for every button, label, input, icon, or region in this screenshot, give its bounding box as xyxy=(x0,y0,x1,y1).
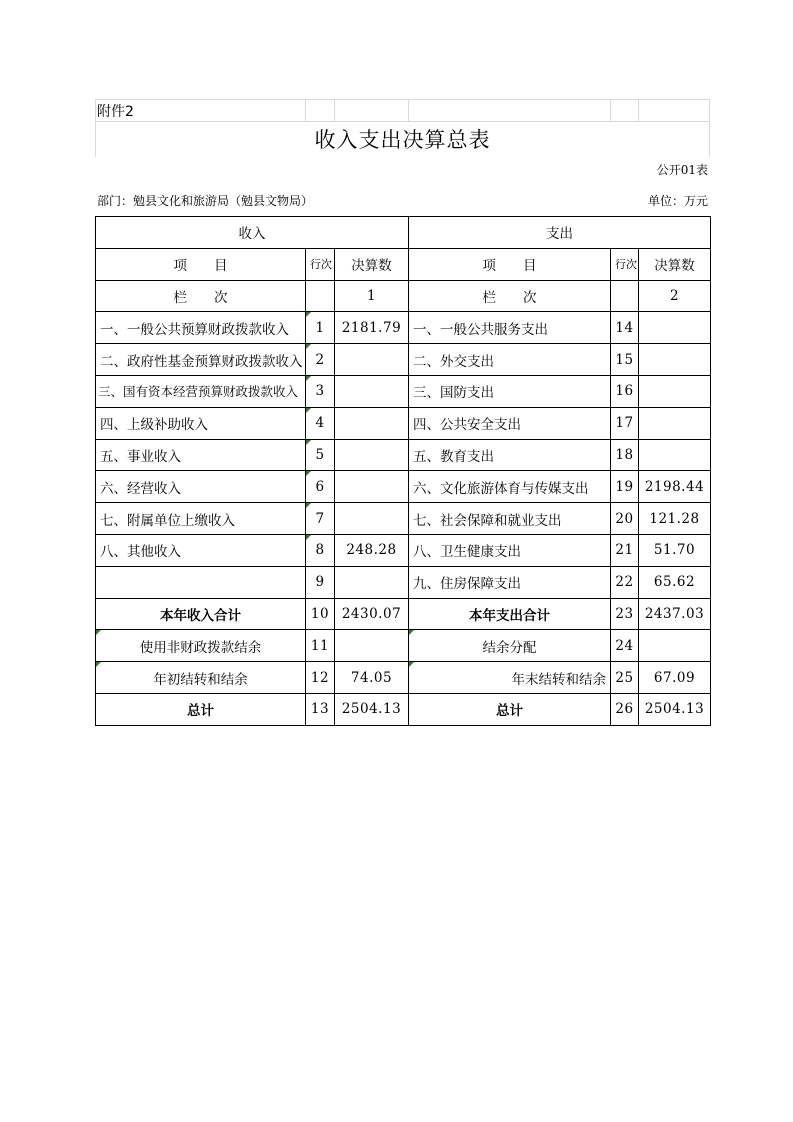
expense-row-no: 23 xyxy=(611,598,639,630)
income-expense-table xyxy=(95,216,711,726)
income-carry-amount: 74.05 xyxy=(335,662,409,694)
income-index-label: 栏 次 xyxy=(96,280,306,312)
income-grand-total-amount: 2504.13 xyxy=(335,693,409,725)
expense-header: 支出 xyxy=(409,217,711,249)
income-year-total-label: 本年收入合计 xyxy=(96,598,306,630)
income-amount xyxy=(335,439,409,471)
expense-amount: 65.62 xyxy=(639,566,711,598)
column-header-row xyxy=(96,248,711,280)
expense-row-no: 24 xyxy=(611,630,639,662)
income-item: 四、上级补助收入 xyxy=(96,407,306,439)
expense-grand-total-amount: 2504.13 xyxy=(639,693,711,725)
income-amount xyxy=(335,344,409,376)
expense-amount xyxy=(639,407,711,439)
grand-total-row xyxy=(96,693,711,725)
grid-line xyxy=(334,99,335,121)
income-row-no: 12 xyxy=(306,662,335,694)
table-row xyxy=(96,375,711,407)
income-row-no: 1 xyxy=(306,312,335,344)
expense-column-number: 2 xyxy=(639,280,711,312)
grid-line xyxy=(638,99,639,121)
grid-line xyxy=(305,99,306,121)
grid-line xyxy=(95,121,710,122)
table-row xyxy=(96,534,711,566)
income-amount: 248.28 xyxy=(335,534,409,566)
income-amount xyxy=(335,503,409,535)
income-row-no: 11 xyxy=(306,630,335,662)
form-number: 公开01表 xyxy=(656,163,708,177)
expense-item: 一、一般公共服务支出 xyxy=(409,312,611,344)
income-non-fiscal-amount xyxy=(335,630,409,662)
page-title: 收入支出决算总表 xyxy=(314,128,491,152)
income-row-no: 2 xyxy=(306,344,335,376)
table-row xyxy=(96,566,711,598)
expense-item: 六、文化旅游体育与传媒支出 xyxy=(409,471,611,503)
expense-row-no: 18 xyxy=(611,439,639,471)
income-grand-total-label: 总计 xyxy=(96,693,306,725)
income-amount: 2181.79 xyxy=(335,312,409,344)
expense-carry-amount: 67.09 xyxy=(639,662,711,694)
grid-line xyxy=(95,99,710,100)
income-item: 五、事业收入 xyxy=(96,439,306,471)
expense-row-no: 20 xyxy=(611,503,639,535)
expense-amount-header: 决算数 xyxy=(639,248,711,280)
expense-amount: 51.70 xyxy=(639,534,711,566)
expense-index-label: 栏 次 xyxy=(409,280,611,312)
table-row xyxy=(96,439,711,471)
income-index-blank xyxy=(306,280,335,312)
expense-amount xyxy=(639,375,711,407)
income-column-number: 1 xyxy=(335,280,409,312)
table-row xyxy=(96,312,711,344)
expense-distribution-label: 结余分配 xyxy=(409,630,611,662)
income-amount-header: 决算数 xyxy=(335,248,409,280)
table-row xyxy=(96,344,711,376)
income-row-no: 8 xyxy=(306,534,335,566)
expense-row-no: 25 xyxy=(611,662,639,694)
expense-amount xyxy=(639,439,711,471)
income-row-no: 7 xyxy=(306,503,335,535)
department-label: 部门：勉县文化和旅游局（勉县文物局） xyxy=(97,194,314,208)
expense-row-no: 22 xyxy=(611,566,639,598)
expense-distribution-amount xyxy=(639,630,711,662)
income-row-no: 10 xyxy=(306,598,335,630)
table-header-row xyxy=(96,217,711,249)
income-item-header: 项 目 xyxy=(96,248,306,280)
income-row-no: 5 xyxy=(306,439,335,471)
carry-over-row xyxy=(96,662,711,694)
table-row xyxy=(96,503,711,535)
column-index-row xyxy=(96,280,711,312)
income-row-header: 行次 xyxy=(306,248,335,280)
income-header: 收入 xyxy=(96,217,409,249)
expense-row-no: 26 xyxy=(611,693,639,725)
grid-line xyxy=(610,99,611,121)
income-year-total-amount: 2430.07 xyxy=(335,598,409,630)
income-row-no: 9 xyxy=(306,566,335,598)
expense-amount xyxy=(639,312,711,344)
expense-item: 七、社会保障和就业支出 xyxy=(409,503,611,535)
income-row-no: 3 xyxy=(306,375,335,407)
income-amount xyxy=(335,407,409,439)
attachment-label: 附件2 xyxy=(97,104,134,120)
expense-grand-total-label: 总计 xyxy=(409,693,611,725)
income-row-no: 4 xyxy=(306,407,335,439)
income-item: 八、其他收入 xyxy=(96,534,306,566)
income-item xyxy=(96,566,306,598)
income-item: 七、附属单位上缴收入 xyxy=(96,503,306,535)
expense-amount xyxy=(639,344,711,376)
expense-row-no: 21 xyxy=(611,534,639,566)
income-amount xyxy=(335,375,409,407)
unit-label: 单位：万元 xyxy=(647,194,708,208)
expense-item: 九、住房保障支出 xyxy=(409,566,611,598)
expense-item: 四、公共安全支出 xyxy=(409,407,611,439)
expense-amount: 121.28 xyxy=(639,503,711,535)
expense-item: 八、卫生健康支出 xyxy=(409,534,611,566)
income-row-no: 6 xyxy=(306,471,335,503)
grid-line xyxy=(408,99,409,121)
expense-carry-label: 年末结转和结余 xyxy=(409,662,611,694)
expense-row-no: 19 xyxy=(611,471,639,503)
year-total-row xyxy=(96,598,711,630)
table-row xyxy=(96,471,711,503)
income-item: 一、一般公共预算财政拨款收入 xyxy=(96,312,306,344)
income-non-fiscal-label: 使用非财政拨款结余 xyxy=(96,630,306,662)
expense-item-header: 项 目 xyxy=(409,248,611,280)
income-item: 二、政府性基金预算财政拨款收入 xyxy=(96,344,306,376)
income-amount xyxy=(335,471,409,503)
expense-row-no: 17 xyxy=(611,407,639,439)
income-row-no: 13 xyxy=(306,693,335,725)
income-carry-label: 年初结转和结余 xyxy=(96,662,306,694)
expense-item: 三、国防支出 xyxy=(409,375,611,407)
expense-amount: 2198.44 xyxy=(639,471,711,503)
expense-index-blank xyxy=(611,280,639,312)
expense-item: 二、外交支出 xyxy=(409,344,611,376)
expense-row-no: 15 xyxy=(611,344,639,376)
income-amount xyxy=(335,566,409,598)
expense-item: 五、教育支出 xyxy=(409,439,611,471)
expense-row-header: 行次 xyxy=(611,248,639,280)
expense-year-total-amount: 2437.03 xyxy=(639,598,711,630)
income-item: 六、经营收入 xyxy=(96,471,306,503)
non-fiscal-row xyxy=(96,630,711,662)
expense-year-total-label: 本年支出合计 xyxy=(409,598,611,630)
expense-row-no: 16 xyxy=(611,375,639,407)
income-item: 三、国有资本经营预算财政拨款收入 xyxy=(96,375,306,407)
expense-row-no: 14 xyxy=(611,312,639,344)
table-row xyxy=(96,407,711,439)
